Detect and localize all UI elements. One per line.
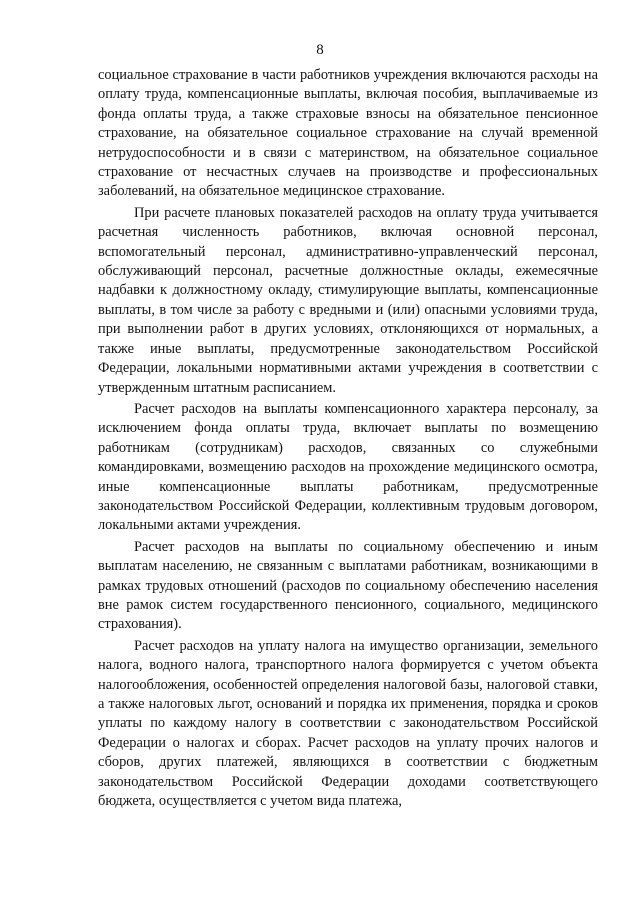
page-number: 8 <box>316 42 324 58</box>
paragraph-compensation-payments: Расчет расходов на выплаты компенсационного характера персоналу, за исключением фонда оплаты труда, включает выплаты по возмещению работникам (сотрудникам) расходов, связанных со служебными командировками, возмещению расходов на прохождение медицинского осмотра, иные компенсационные выплаты работникам, предусмотренные законодательством Российской Федерации, коллективным трудовым договором, локальными актами учреждения. <box>98 400 598 534</box>
document-body <box>98 66 598 811</box>
paragraph-labor-costs: При расчете плановых показателей расходов на оплату труда учитывается расчетная численность работников, включая основной персонал, вспомогательный персонал, административно-управленческий персонал, обслуживающий персонал, расчетные должностные оклады, ежемесячные надбавки к должностному окладу, стимулирующие выплаты, компенсационные выплаты, в том числе за работу с вредными и (или) опасными условиями труда, при выполнении работ в других условиях, отклоняющихся от нормальных, а также иные выплаты, предусмотренные законодательством Российской Федерации, локальными нормативными актами учреждения в соответствии с утвержденным штатным расписанием. <box>98 204 598 396</box>
paragraph-social-security: Расчет расходов на выплаты по социальному обеспечению и иным выплатам населению, не связанным с выплатами работникам, возникающими в рамках трудовых отношений (расходов по социальному обеспечению населения вне рамок систем государственного пенсионного, социального, медицинского страхования). <box>98 538 598 633</box>
paragraph-taxes: Расчет расходов на уплату налога на имущество организации, земельного налога, водного налога, транспортного налога формируется с учетом объекта налогообложения, особенностей определения налоговой базы, налоговой ставки, а также налоговых льгот, оснований и порядка их применения, порядка и сроков уплаты по каждому налогу в соответствии с законодательством Российской Федерации о налогах и сборах. Расчет расходов на уплату прочих налогов и сборов, других платежей, являющихся в соответствии с бюджетным законодательством Российской Федерации доходами соответствующего бюджета, осуществляется с учетом вида платежа, <box>98 637 598 810</box>
paragraph-continuation: социальное страхование в части работников учреждения включаются расходы на оплату труда, компенсационные выплаты, включая пособия, выплачиваемые из фонда оплаты труда, а также страховые взносы на обязательное пенсионное страхование, на обязательное социальное страхование на случай временной нетрудоспособности и в связи с материнством, на обязательное социальное страхование от несчастных случаев на производстве и профессиональных заболеваний, на обязательное медицинское страхование. <box>98 67 598 200</box>
